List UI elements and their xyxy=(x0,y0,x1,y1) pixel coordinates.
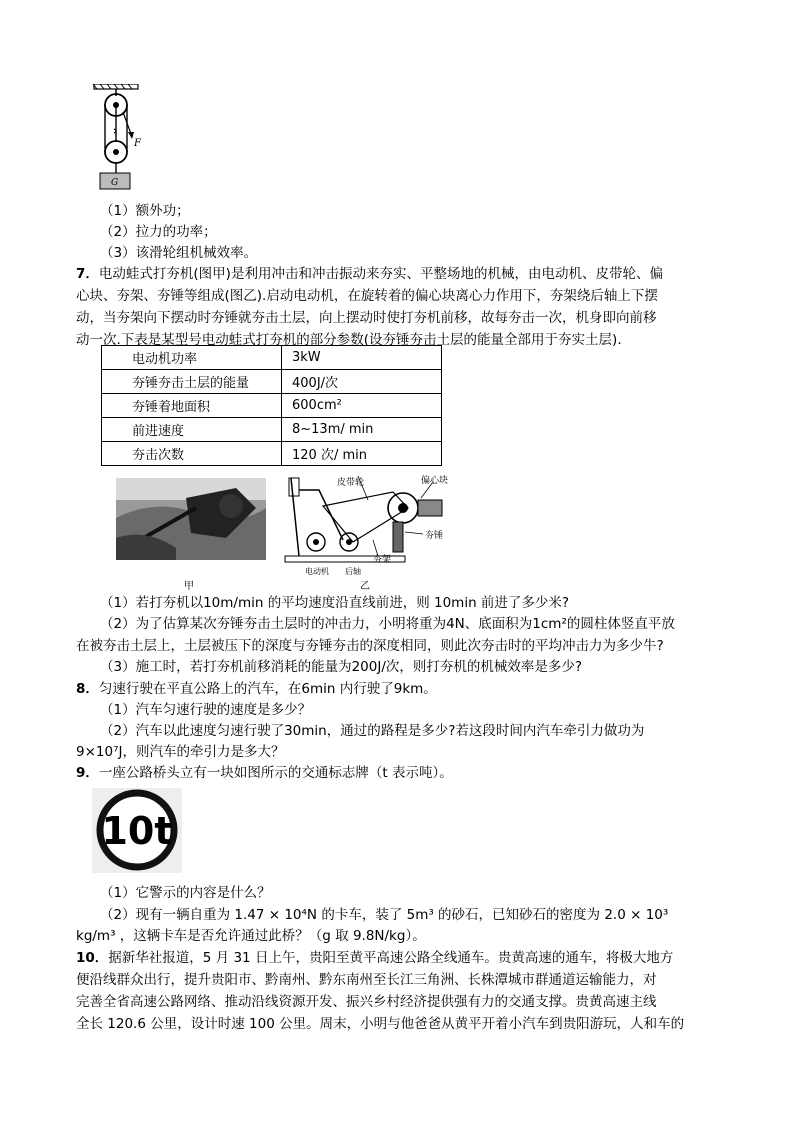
table-row xyxy=(102,442,442,466)
q6-part-2: （2）拉力的功率； xyxy=(100,224,217,240)
q6-part-1: （1）额外功； xyxy=(100,203,190,219)
weight-limit-sign xyxy=(92,788,182,873)
figure-jia-caption: 甲 xyxy=(184,581,194,592)
table-cell: 600cm² xyxy=(282,394,442,418)
q9-text: 一座公路桥头立有一块如图所示的交通标志牌（t 表示吨）。 xyxy=(98,765,453,781)
table-cell: 电动机功率 xyxy=(102,346,282,370)
q9-part-1: （1）它警示的内容是什么？ xyxy=(100,885,271,901)
q7-part-2: （2）为了估算某次夯锤夯击土层时的冲击力，小明将重为4N、底面积为1cm²的圆柱体竖直平放 xyxy=(100,616,675,632)
tamper-diagram-figure xyxy=(283,470,463,576)
q7-part-2-cont: 在被夯击土层上，土层被压下的深度与夯锤夯击的深度相同，则此次夯击时的平均冲击力为多少牛? xyxy=(76,638,664,654)
hammer-label: 夯锤 xyxy=(425,531,444,541)
q10-line-4: 全长 120.6 公里，设计时速 100 公里。周末，小明与他爸爸从黄平开着小汽车到贵阳游玩，人和车的 xyxy=(76,1016,685,1032)
q7-part-1: （1）若打夯机以10m/min 的平均速度沿直线前进，则 10min 前进了多少米? xyxy=(100,595,570,611)
q7-line-1 xyxy=(76,264,663,285)
q10-line-1 xyxy=(76,948,673,969)
q8-number: 8． xyxy=(76,681,99,697)
table-cell: 120 次/ min xyxy=(282,442,442,466)
table-cell: 夯锤夯击土层的能量 xyxy=(102,370,282,394)
table-row xyxy=(102,346,442,370)
rear-axle-label: 后轴 xyxy=(345,567,361,576)
table-cell: 400J/次 xyxy=(282,370,442,394)
q10-text-1: 据新华社报道，5 月 31 日上午，贵阳至黄平高速公路全线通车。贵黄高速的通车，将极大地方 xyxy=(108,950,674,966)
q7-text-1: 电动蛙式打夯机(图甲)是利用冲击和冲击振动来夯实、平整场地的机械，由电动机、皮带轮、偏 xyxy=(98,266,663,282)
q8-text: 匀速行驶在平直公路上的汽车，在6min 内行驶了9km。 xyxy=(98,681,437,697)
q6-part-3: （3）该滑轮组机械效率。 xyxy=(100,245,258,261)
force-label: F xyxy=(134,138,141,149)
q8-line xyxy=(76,679,437,700)
q9-part-2: （2）现有一辆自重为 1.47 × 10⁴N 的卡车，装了 5m³ 的砂石，已知砂石的密度为 2.0 × 10³ xyxy=(100,907,669,923)
q10-number: 10． xyxy=(76,950,109,966)
q9-line xyxy=(76,763,453,784)
q10-line-2: 便沿线群众出行，提升贵阳市、黔南州、黔东南州至长江三角洲、长株潭城市群通道运输能力，对 xyxy=(76,972,657,988)
q7-line-2: 心块、夯架、夯锤等组成(图乙).启动电动机，在旋转着的偏心块离心力作用下，夯架绕后轴上下摆 xyxy=(76,288,658,304)
figure-yi-caption: 乙 xyxy=(360,581,370,592)
table-cell: 前进速度 xyxy=(102,418,282,442)
table-cell: 3kW xyxy=(282,346,442,370)
belt-wheel-label: 皮带轮 xyxy=(337,478,365,488)
pulley-system-figure xyxy=(92,84,152,194)
q10-line-3: 完善全省高速公路网络、推动沿线资源开发、振兴乡村经济提供强有力的交通支撑。贵黄高速主线 xyxy=(76,994,657,1010)
table-row xyxy=(102,418,442,442)
q9-part-2-cont: kg/m³ ，这辆卡车是否允许通过此桥？（g 取 9.8N/kg）。 xyxy=(76,928,426,944)
q7-part-3: （3）施工时，若打夯机前移消耗的能量为200J/次，则打夯机的机械效率是多少? xyxy=(100,659,583,675)
parameter-table xyxy=(101,345,442,466)
q7-number: 7． xyxy=(76,266,99,282)
table-cell: 夯锤着地面积 xyxy=(102,394,282,418)
q8-part-2-cont: 9×10⁷J，则汽车的牵引力是多大？ xyxy=(76,744,285,760)
tamper-photo-figure xyxy=(116,478,266,560)
table-cell: 夯击次数 xyxy=(102,442,282,466)
q8-part-1: （1）汽车匀速行驶的速度是多少？ xyxy=(100,702,312,718)
q8-part-2: （2）汽车以此速度匀速行驶了30min，通过的路程是多少?若这段时间内汽车牵引力做功为 xyxy=(100,723,645,739)
eccentric-block-label: 偏心块 xyxy=(421,476,449,486)
frame-label: 夯架 xyxy=(373,555,392,565)
q9-number: 9． xyxy=(76,765,99,781)
weight-label: G xyxy=(111,178,119,188)
q7-line-3: 动，当夯架向下摆动时夯锤就夯击土层，向上摆动时使打夯机前移，故每夯击一次，机身即向前移 xyxy=(76,310,657,326)
q7-line-4: 动一次.下表是某型号电动蛙式打夯机的部分参数(设夯锤夯击土层的能量全部用于夯实土层). xyxy=(76,332,622,348)
table-cell: 8~13m/ min xyxy=(282,418,442,442)
motor-label: 电动机 xyxy=(305,567,329,576)
sign-text: 10t xyxy=(101,809,173,853)
table-row xyxy=(102,394,442,418)
table-row xyxy=(102,370,442,394)
